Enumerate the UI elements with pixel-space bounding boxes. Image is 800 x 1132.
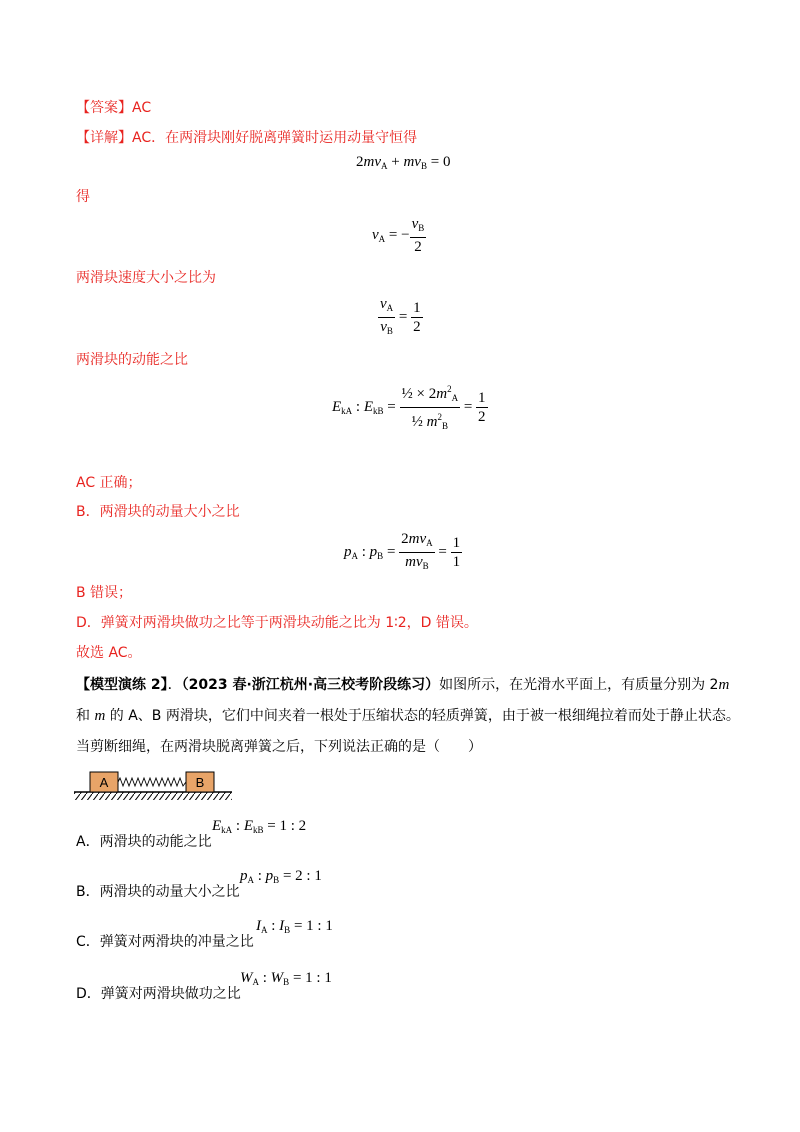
- option-b-text: B．两滑块的动量大小之比: [76, 884, 240, 900]
- equation-velocity: $v_A$ = − $\frac{v_B}{2}$: [372, 216, 425, 255]
- spring: [118, 778, 186, 786]
- option-d-text: D．弹簧对两滑块做功之比: [76, 986, 241, 1002]
- option-a-formula: $E_{kA}$ : $E_{kB} = 1$ : 2: [212, 818, 307, 835]
- detail-label: 【详解】: [76, 130, 132, 146]
- answer-label: 【答案】: [76, 100, 132, 116]
- option-c[interactable]: [76, 932, 254, 952]
- detail-line: [76, 128, 417, 148]
- text-b-momentum: B．两滑块的动量大小之比: [76, 504, 240, 520]
- question-line-1: 【模型演练 2】．（2023 春·浙江杭州·高三校考阶段练习）如图所示，在光滑水平面上，有质量分别为 2m: [76, 677, 730, 693]
- question-line-2: 和 m 的 A、B 两滑块，它们中间夹着一根处于压缩状态的轻质弹簧，由于被一根细绳拉着而处于静止状态。: [76, 708, 740, 724]
- question-source: （2023 春·浙江杭州·高三校考阶段练习）: [181, 677, 440, 693]
- text-ke-ratio: 两滑块的动能之比: [76, 352, 188, 368]
- option-c-text: C．弹簧对两滑块的冲量之比: [76, 934, 254, 950]
- text-de: 得: [76, 189, 90, 205]
- equation-momentum-conservation: $2mv_A + mv_B = 0$: [356, 154, 451, 171]
- option-a[interactable]: [76, 832, 212, 852]
- text-ac-correct: AC 正确；: [76, 475, 142, 491]
- text-conclusion: 故选 AC。: [76, 645, 142, 661]
- text-b-wrong: B 错误；: [76, 585, 133, 601]
- block-a-label: A: [99, 775, 109, 790]
- answer-value: AC: [132, 100, 152, 116]
- option-d[interactable]: [76, 984, 241, 1004]
- option-c-formula: $I_A$ : $I_B = 1$ : 1: [256, 918, 333, 935]
- block-b-label: B: [195, 775, 205, 790]
- option-d-formula: $W_A$ : $W_B = 1$ : 1: [240, 970, 332, 987]
- detail-text: AC．在两滑块刚好脱离弹簧时运用动量守恒得: [132, 130, 418, 146]
- question-tag: 【模型演练 2】: [76, 677, 168, 693]
- spring-figure: [74, 770, 234, 804]
- equation-speed-ratio: $\frac{v_A}{v_B}$ = $\frac{1}{2}$: [380, 296, 421, 336]
- option-b-formula: $p_A$ : $p_B = 2$ : 1: [240, 868, 322, 885]
- ground-hatch: [74, 792, 232, 800]
- text-speed-ratio: 两滑块速度大小之比为: [76, 270, 216, 286]
- text-d-explanation: D．弹簧对两滑块做功之比等于两滑块动能之比为 1∶2，D 错误。: [76, 615, 478, 631]
- answer-line: [76, 98, 151, 118]
- equation-ke-ratio: $E_{kA}$ : $E_{kB}$ = $\frac{\frac{1}{2} \times 2m^2_A}{\frac{1}{2} m^2_B}$ = $\frac{1}{2}$: [332, 380, 488, 435]
- option-a-text: A．两滑块的动能之比: [76, 834, 212, 850]
- option-b[interactable]: [76, 882, 240, 902]
- question-line-3: 当剪断细绳，在两滑块脱离弹簧之后，下列说法正确的是（ ）: [76, 739, 482, 755]
- equation-momentum-ratio: $p_A$ : $p_B$ = $\frac{2mv_A}{mv_B}$ = $\frac{1}{1}$: [344, 531, 461, 571]
- spring-figure-svg: [74, 770, 234, 804]
